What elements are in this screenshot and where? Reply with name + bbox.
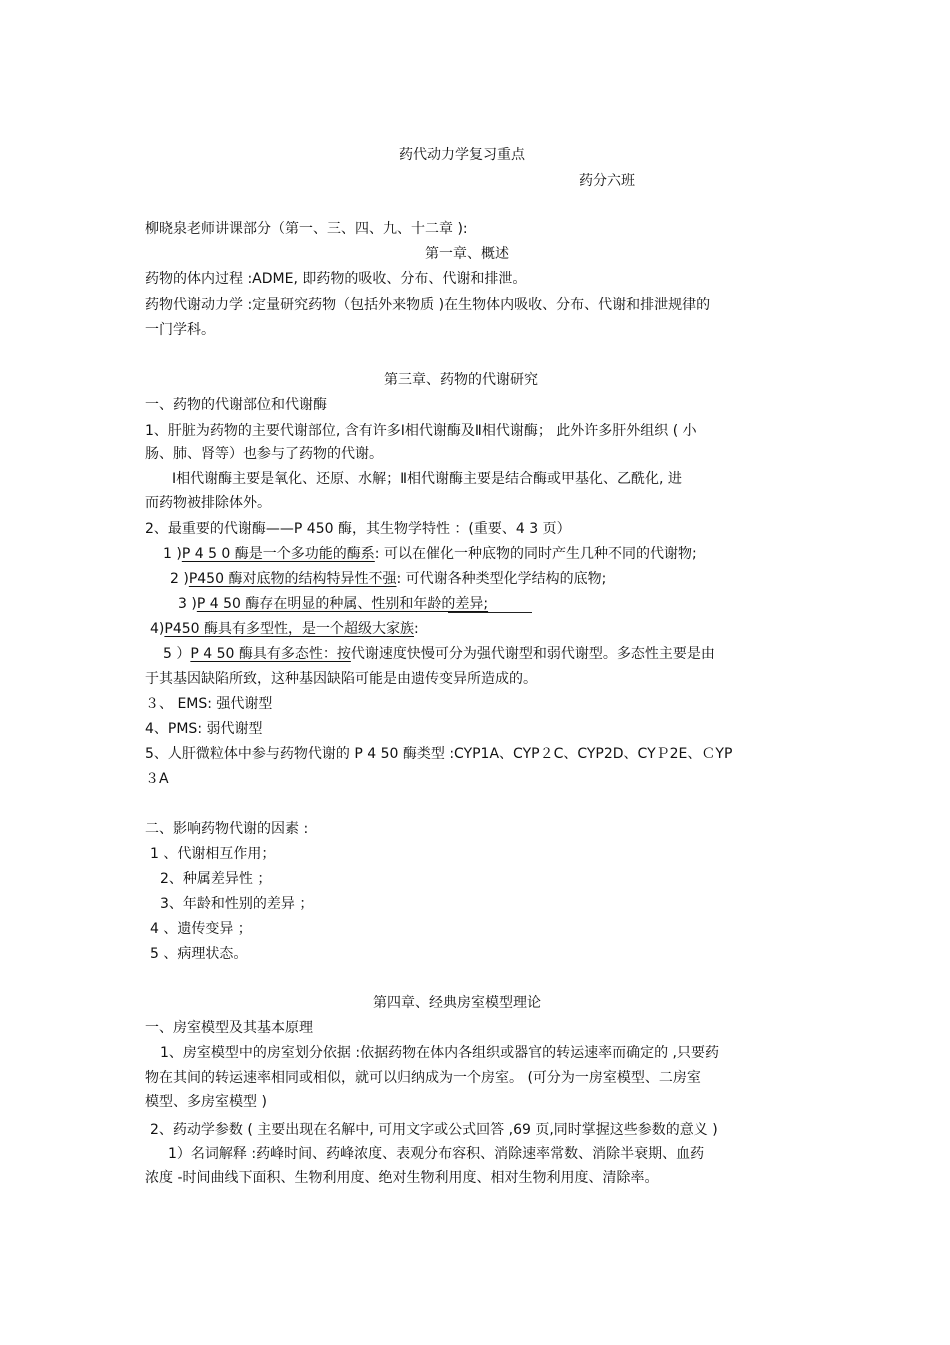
item-5-underlined: P 4 50 酶具有多态性：按 bbox=[190, 646, 351, 662]
class-name: 药分六班 bbox=[579, 173, 635, 189]
item-1-underlined: P 4 5 0 酶是一个多功能的酶系 bbox=[181, 546, 375, 562]
page-title: 药代动力学复习重点 bbox=[399, 147, 525, 163]
ch3-item-5 bbox=[163, 645, 715, 663]
item-4-number: 4) bbox=[150, 621, 165, 637]
item-3-number: 3 ) bbox=[178, 596, 197, 612]
ch3-p1-d: 而药物被排除体外。 bbox=[145, 495, 271, 511]
ch3-p1-b: 肠、肺、肾等）也参与了药物的代谢。 bbox=[145, 446, 383, 462]
item-4-underlined: P450 酶具有多型性，是一个超级大家族 bbox=[164, 621, 414, 637]
item-5-number: 5 ） bbox=[163, 646, 191, 662]
item-1-text: : 可以在催化一种底物的同时产生几种不同的代谢物; bbox=[374, 546, 697, 562]
ch4-p1-b: 物在其间的转运速率相同或相似，就可以归纳成为一个房室。 (可分为一房室模型、二房室 bbox=[145, 1070, 701, 1086]
chapter-4-title: 第四章、经典房室模型理论 bbox=[373, 995, 541, 1011]
item-4-text: : bbox=[414, 621, 419, 637]
ch4-p1-a: 1、房室模型中的房室划分依据 :依据药物在体内各组织或器官的转运速率而确定的 ,只要药 bbox=[160, 1045, 719, 1061]
ch3-section-2: 二、影响药物代谢的因素 : bbox=[145, 821, 309, 837]
ch3-item-4 bbox=[150, 620, 419, 638]
ch4-p3-a: 1）名词解释 :药峰时间、药峰浓度、表观分布容积、消除速率常数、消除半衰期、血药 bbox=[168, 1146, 705, 1162]
ch1-line-2: 药物代谢动力学 :定量研究药物（包括外来物质 )在生物体内吸收、分布、代谢和排泄规律的 bbox=[145, 297, 711, 313]
ch3-p4: 4、PMS: 弱代谢型 bbox=[145, 721, 263, 737]
ch4-p1-c: 模型、多房室模型 ) bbox=[145, 1094, 267, 1110]
ch3-p1-a: 1、肝脏为药物的主要代谢部位, 含有许多Ⅰ相代谢酶及Ⅱ相代谢酶； 此外许多肝外组织 ( 小 bbox=[145, 423, 697, 439]
ch3-item-5-cont: 于其基因缺陷所致，这种基因缺陷可能是由遗传变异所造成的。 bbox=[145, 671, 537, 687]
ch3-p1-c: Ⅰ相代谢酶主要是氧化、还原、水解；Ⅱ相代谢酶主要是结合酶或甲基化、乙酰化, 进 bbox=[172, 471, 682, 487]
ch3-p2: 2、最重要的代谢酶——P 450 酶，其生物学特性 ：(重要、4 3 页） bbox=[145, 521, 571, 537]
chapter-1-title: 第一章、概述 bbox=[425, 246, 509, 262]
ch3-item-3 bbox=[178, 595, 488, 613]
item-3-underlined: P 4 50 酶存在明显的种属、性别和年龄的差异; bbox=[196, 596, 489, 612]
factor-5: 5 、病理状态。 bbox=[150, 946, 248, 962]
intro-line: 柳晓泉老师讲课部分（第一、三、四、九、十二章 ): bbox=[145, 221, 468, 237]
factor-2: 2、种属差异性 ； bbox=[160, 871, 272, 887]
chapter-3-title: 第三章、药物的代谢研究 bbox=[384, 372, 538, 388]
ch3-p5-a: 5、人肝微粒体中参与药物代谢的 P 4 50 酶类型 :CYP1A、CYP２C、CYP2D、CYＰ2E、ＣYP bbox=[145, 746, 733, 762]
factor-4: 4 、遗传变异 ； bbox=[150, 921, 252, 937]
ch3-section-1: 一、药物的代谢部位和代谢酶 bbox=[145, 397, 327, 413]
ch1-line-3: 一门学科。 bbox=[145, 322, 215, 338]
ch3-p5-b: ３A bbox=[145, 771, 169, 787]
item-3-underline-extension bbox=[448, 612, 532, 613]
factor-1: 1 、代谢相互作用； bbox=[150, 846, 276, 862]
item-1-number: 1 ) bbox=[163, 546, 182, 562]
item-2-underlined: P450 酶对底物的结构特异性不强 bbox=[188, 571, 397, 587]
ch3-item-2 bbox=[170, 570, 606, 588]
item-5-text: 代谢速度快慢可分为强代谢型和弱代谢型。多态性主要是由 bbox=[350, 646, 715, 662]
ch4-p2: 2、药动学参数 ( 主要出现在名解中, 可用文字或公式回答 ,69 页,同时掌握这些参数的意义 ) bbox=[150, 1122, 718, 1138]
ch1-line-1: 药物的体内过程 :ADME, 即药物的吸收、分布、代谢和排泄。 bbox=[145, 271, 527, 287]
item-2-text: : 可代谢各种类型化学结构的底物; bbox=[396, 571, 607, 587]
ch4-section-1: 一、房室模型及其基本原理 bbox=[145, 1020, 313, 1036]
ch4-p3-b: 浓度 -时间曲线下面积、生物利用度、绝对生物利用度、相对生物利用度、清除率。 bbox=[145, 1170, 659, 1186]
factor-3: 3、年龄和性别的差异 ； bbox=[160, 896, 314, 912]
item-2-number: 2 ) bbox=[170, 571, 189, 587]
ch3-p3: ３、 EMS: 强代谢型 bbox=[145, 696, 273, 712]
ch3-item-1 bbox=[163, 545, 697, 563]
